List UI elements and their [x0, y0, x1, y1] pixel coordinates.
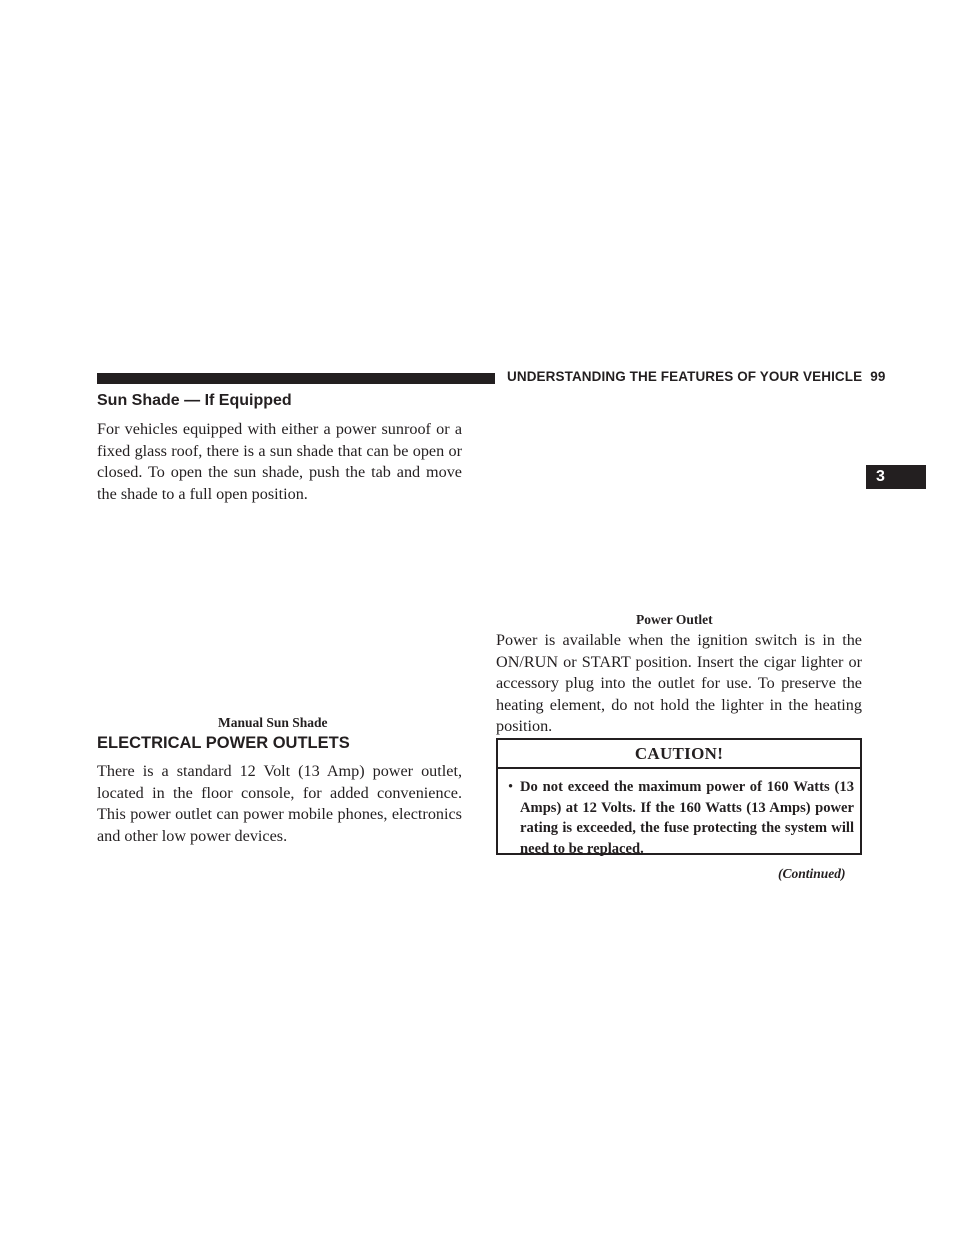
power-availability-paragraph: Power is available when the ignition switch is in the ON/RUN or START position. Insert the cigar lighter or accessory plug into the outlet for use. To preserve the heating element, do not hold the lighter in the heating position.: [496, 631, 862, 735]
running-header: [507, 369, 885, 384]
section-title: UNDERSTANDING THE FEATURES OF YOUR VEHICLE: [507, 369, 863, 384]
chapter-tab: 3: [866, 465, 926, 489]
continued-label: (Continued): [778, 866, 846, 881]
caution-title: CAUTION!: [498, 740, 860, 769]
sun-shade-heading: Sun Shade — If Equipped: [97, 392, 292, 409]
sun-shade-paragraph: For vehicles equipped with either a power sunroof or a fixed glass roof, there is a sun shade that can be open or closed. To open the sun shade, push the tab and move the shade to a full open position.: [97, 420, 462, 503]
manual-sun-shade-caption: Manual Sun Shade: [218, 715, 328, 730]
power-outlet-caption: Power Outlet: [636, 612, 713, 627]
electrical-power-outlets-heading: ELECTRICAL POWER OUTLETS: [97, 734, 350, 752]
caution-item-text: Do not exceed the maximum power of 160 Watts (13 Amps) at 12 Volts. If the 160 Watts (13 Amps) power rating is exceeded, the fuse protecting the system will need to be replaced.: [520, 779, 854, 857]
caution-box: [496, 738, 862, 855]
power-outlets-paragraph: There is a standard 12 Volt (13 Amp) power outlet, located in the floor console, for added convenience. This power outlet can power mobile phones, electronics and other low power devices.: [97, 762, 462, 845]
bullet-icon: •: [508, 779, 514, 795]
caution-item: [508, 777, 854, 859]
header-rule: [97, 373, 495, 384]
page-number: 99: [870, 369, 886, 384]
caution-list: [498, 769, 860, 859]
